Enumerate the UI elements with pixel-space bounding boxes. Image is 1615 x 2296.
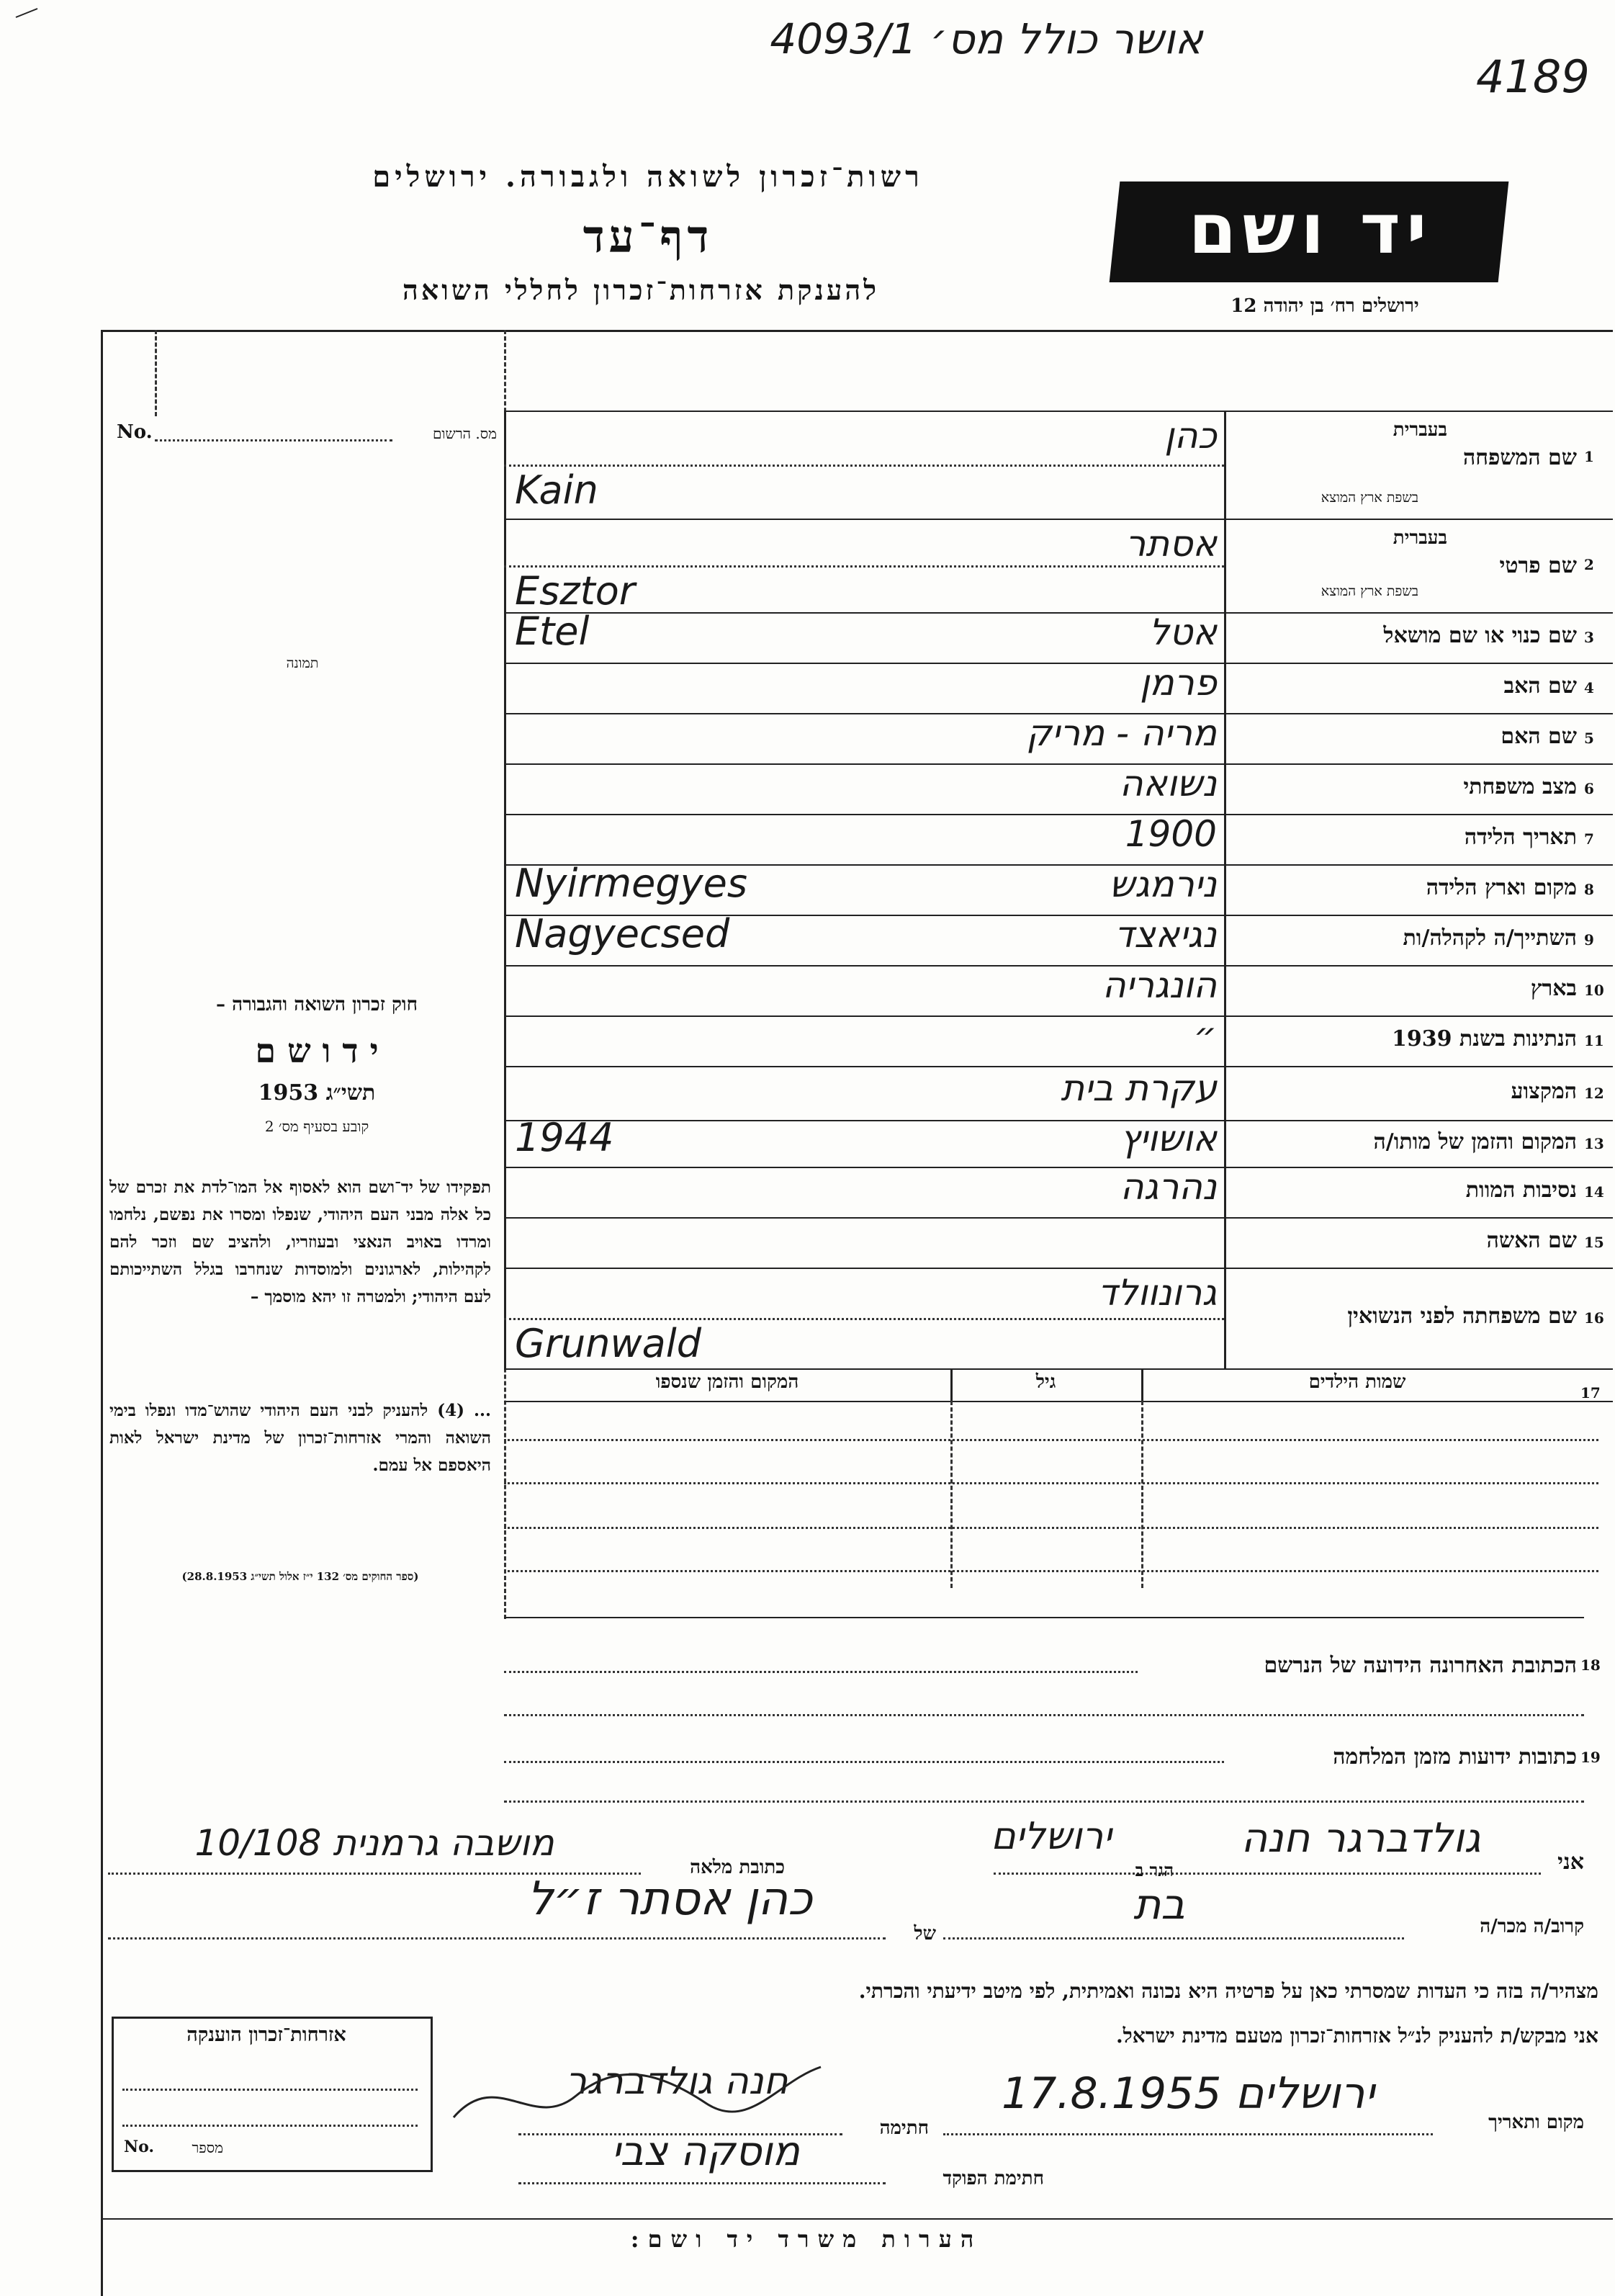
field-4-label: שם האב: [1503, 673, 1577, 699]
field-2-label: שם פרטי: [1499, 553, 1577, 578]
full-address-label: כתובת מלאה: [690, 1857, 785, 1878]
declarant-name: גולדברגר חנה: [1241, 1815, 1481, 1862]
field-1-origin-language-label: בשפת ארץ המוצא: [1321, 490, 1418, 506]
law-text-paragraph-1: תפקידו של יד־ושם הוא לאסוף אל המו־לדת את זכרם של כל אלה מבני העם היהודי, שנפלו ומסרו את נפשם, נלחמו ומרדו באויב הנאצי ובעוזריו, ולהציב שם וזכר להם לקהילות, לארגונים ולמוסדות שנחרבו בגלל השתייכותם לעם היהודי; ולמטרה זו יהא מוסמך –: [109, 1178, 491, 1306]
field-7-number: 7: [1584, 830, 1594, 848]
last-address-label: הכתובת האחרונה הידועה של הנרשם: [1264, 1653, 1577, 1678]
registration-label: מס. הרשום: [432, 425, 497, 442]
field-12-hebrew-value: עקרת בית: [1061, 1067, 1217, 1109]
field-1-hebrew-value: כהן: [1164, 415, 1217, 457]
field-9-number: 9: [1584, 931, 1594, 949]
law-clause: קובע בסעיף מס׳ 2: [264, 1118, 369, 1135]
field-10-label: בארץ: [1530, 976, 1577, 1001]
form-value-column-border: [1224, 411, 1226, 519]
field-2-number: 2: [1584, 556, 1594, 573]
field-1-latin-value: Kain: [515, 467, 598, 513]
place-date-label: מקום ותאריך: [1488, 2112, 1584, 2133]
law-title: חוק זכרון השואה והגבורה –: [216, 994, 418, 1015]
field-5-hebrew-value: מריה - מריק: [1026, 712, 1217, 754]
declaration-statement: מצהיר/ה בזה כי העדות שמסרתי כאן על פרטיה היא נכונה ואמיתית, לפי מיטב ידיעתי והכרתי.: [858, 1979, 1598, 2003]
citizenship-number-no: No.: [124, 2138, 155, 2156]
children-col-place: המקום והזמן שנספו: [655, 1371, 799, 1393]
field-16-hebrew-value: גרונוולד: [1097, 1272, 1217, 1314]
field-9-latin-value: Nagyecsed: [515, 911, 730, 956]
field-12-label: המקצוע: [1511, 1078, 1577, 1104]
deceased-name: כהן אסתר ז״ל: [526, 1873, 813, 1926]
of-label: של: [914, 1923, 936, 1945]
field-8-label: מקום וארץ הלידה: [1426, 875, 1577, 900]
field-3-hebrew-value: אטל: [1148, 611, 1217, 653]
citizenship-request: אני מבקש/ת להעניק לנ״ל אזרחות־זכרון מטעם מדינת ישראל.: [1115, 2024, 1598, 2048]
field-8-number: 8: [1584, 881, 1594, 898]
field-5-number: 5: [1584, 730, 1594, 747]
place-date-value: ירושלים 17.8.1955: [1002, 2068, 1375, 2119]
field-1-label: שם המשפחה: [1462, 445, 1577, 470]
section-19-num: 19: [1580, 1749, 1601, 1766]
declarant-signature: חנה גולדברגר: [565, 2060, 788, 2103]
field-5-label: שם האם: [1501, 724, 1577, 749]
signature-label: חתימה: [879, 2117, 929, 2139]
field-3-number: 3: [1584, 629, 1594, 646]
organization-address: ירושלים רח׳ בן יהודה 12: [1231, 295, 1419, 317]
field-3-label: שם כנוי או שם מושאל: [1383, 623, 1577, 648]
authority-name: רשות־זכרון לשואה ולגבורה. ירושלים: [372, 160, 924, 194]
field-10-number: 10: [1584, 982, 1604, 999]
field-10-hebrew-value: הונגריה: [1102, 964, 1217, 1006]
page-number: 4189: [1476, 50, 1590, 103]
logo-text: יד ושם: [1188, 189, 1433, 269]
field-15-label: שם האשה: [1486, 1228, 1577, 1253]
field-8-hebrew-value: נירמגש: [1109, 864, 1217, 905]
field-13-latin-value: 1944: [515, 1114, 614, 1160]
office-remarks-label: הערות משרד יד ושם:: [630, 2225, 983, 2253]
field-3-latin-value: Etel: [515, 609, 590, 654]
field-2-hebrew-tag: בעברית: [1393, 527, 1447, 549]
field-15-number: 15: [1584, 1234, 1604, 1251]
law-text-paragraph-2: ... (4) להעניק לבני העם היהודי שהוש־מדו ונפלו בימי השואה והמרי אזרחות־זכרון של מדינת ישראל לאות היאספם אל עמם.: [109, 1401, 491, 1475]
citizenship-number-label: מספר: [192, 2139, 223, 2156]
field-11-hebrew-value: ״: [1193, 1015, 1217, 1057]
field-1-hebrew-tag: בעברית: [1393, 419, 1447, 441]
form-title: דף־עד: [582, 210, 714, 263]
field-14-number: 14: [1584, 1183, 1604, 1201]
field-13-number: 13: [1584, 1134, 1604, 1152]
citizenship-box-title: אזרחות־זכרון הוענקה: [186, 2024, 346, 2046]
photo-label: תמונה: [286, 655, 319, 671]
field-6-label: מצב משפחתי: [1463, 774, 1577, 799]
children-col-age: גיל: [1035, 1371, 1056, 1393]
field-4-number: 4: [1584, 679, 1594, 696]
field-11-label: הנתינות בשנת 1939: [1391, 1026, 1577, 1051]
field-13-label: המקום והזמן של מותו/ה: [1373, 1129, 1577, 1154]
children-col-names: שמות הילדים: [1308, 1371, 1406, 1393]
field-12-number: 12: [1584, 1084, 1604, 1102]
field-14-hebrew-value: נהרגה: [1120, 1166, 1217, 1208]
field-16-label: שם משפחתה לפני הנשואין: [1347, 1304, 1577, 1329]
field-9-hebrew-value: נגיאצד: [1114, 914, 1217, 956]
field-2-hebrew-value: אסתר: [1125, 523, 1217, 565]
resides-value: ירושלים: [991, 1815, 1112, 1858]
field-2-origin-language-label: בשפת ארץ המוצא: [1321, 583, 1418, 599]
field-13-hebrew-value: אושויץ: [1120, 1117, 1217, 1160]
law-name: י ד ו ש ם: [255, 1031, 379, 1070]
approval-note: אושר כולל מס׳ 4093/1: [770, 14, 1203, 63]
field-9-label: השתייך/ה לקהלה/ות: [1403, 925, 1577, 951]
field-8-latin-value: Nyirmegyes: [515, 861, 747, 906]
field-16-number: 16: [1584, 1309, 1604, 1327]
field-6-number: 6: [1584, 780, 1594, 797]
corner-mark: [13, 6, 42, 20]
children-num: 17: [1580, 1384, 1601, 1402]
field-1-number: 1: [1584, 448, 1594, 465]
wartime-address-label: כתובות ידועות מזמן המלחמה: [1333, 1744, 1577, 1770]
section-18-num: 18: [1580, 1656, 1601, 1674]
law-source: (ספר החוקים מס׳ 132 י״ז אלול תשי״ג 28.8.1953): [181, 1570, 419, 1583]
field-7-label: תאריך הלידה: [1464, 825, 1577, 850]
relation-label: קרוב/ה מכר/ה: [1480, 1916, 1584, 1937]
field-16-latin-value: Grunwald: [515, 1321, 702, 1366]
registration-no: No.: [117, 421, 153, 443]
law-year: תשי״ג 1953: [258, 1080, 376, 1106]
clerk-signature: מוסקה צבי: [611, 2128, 800, 2175]
field-14-label: נסיבות המוות: [1465, 1178, 1577, 1203]
field-2-latin-value: Esztor: [515, 568, 636, 614]
full-address-value: מושבה גרמנית 10/108: [194, 1822, 554, 1864]
field-11-number: 11: [1584, 1032, 1604, 1049]
field-7-hebrew-value: 1900: [1125, 813, 1217, 855]
field-4-hebrew-value: פרמן: [1139, 662, 1217, 704]
declarant-label: אני: [1557, 1849, 1584, 1875]
form-subtitle: להענקת אזרחות־זכרון לחללי השואה: [402, 274, 880, 306]
clerk-signature-label: חתימת הפוקד: [943, 2168, 1044, 2189]
relation-value: בת: [1133, 1880, 1185, 1929]
resides-label: הגר ב: [1135, 1860, 1174, 1880]
field-6-hebrew-value: נשואה: [1119, 763, 1217, 804]
